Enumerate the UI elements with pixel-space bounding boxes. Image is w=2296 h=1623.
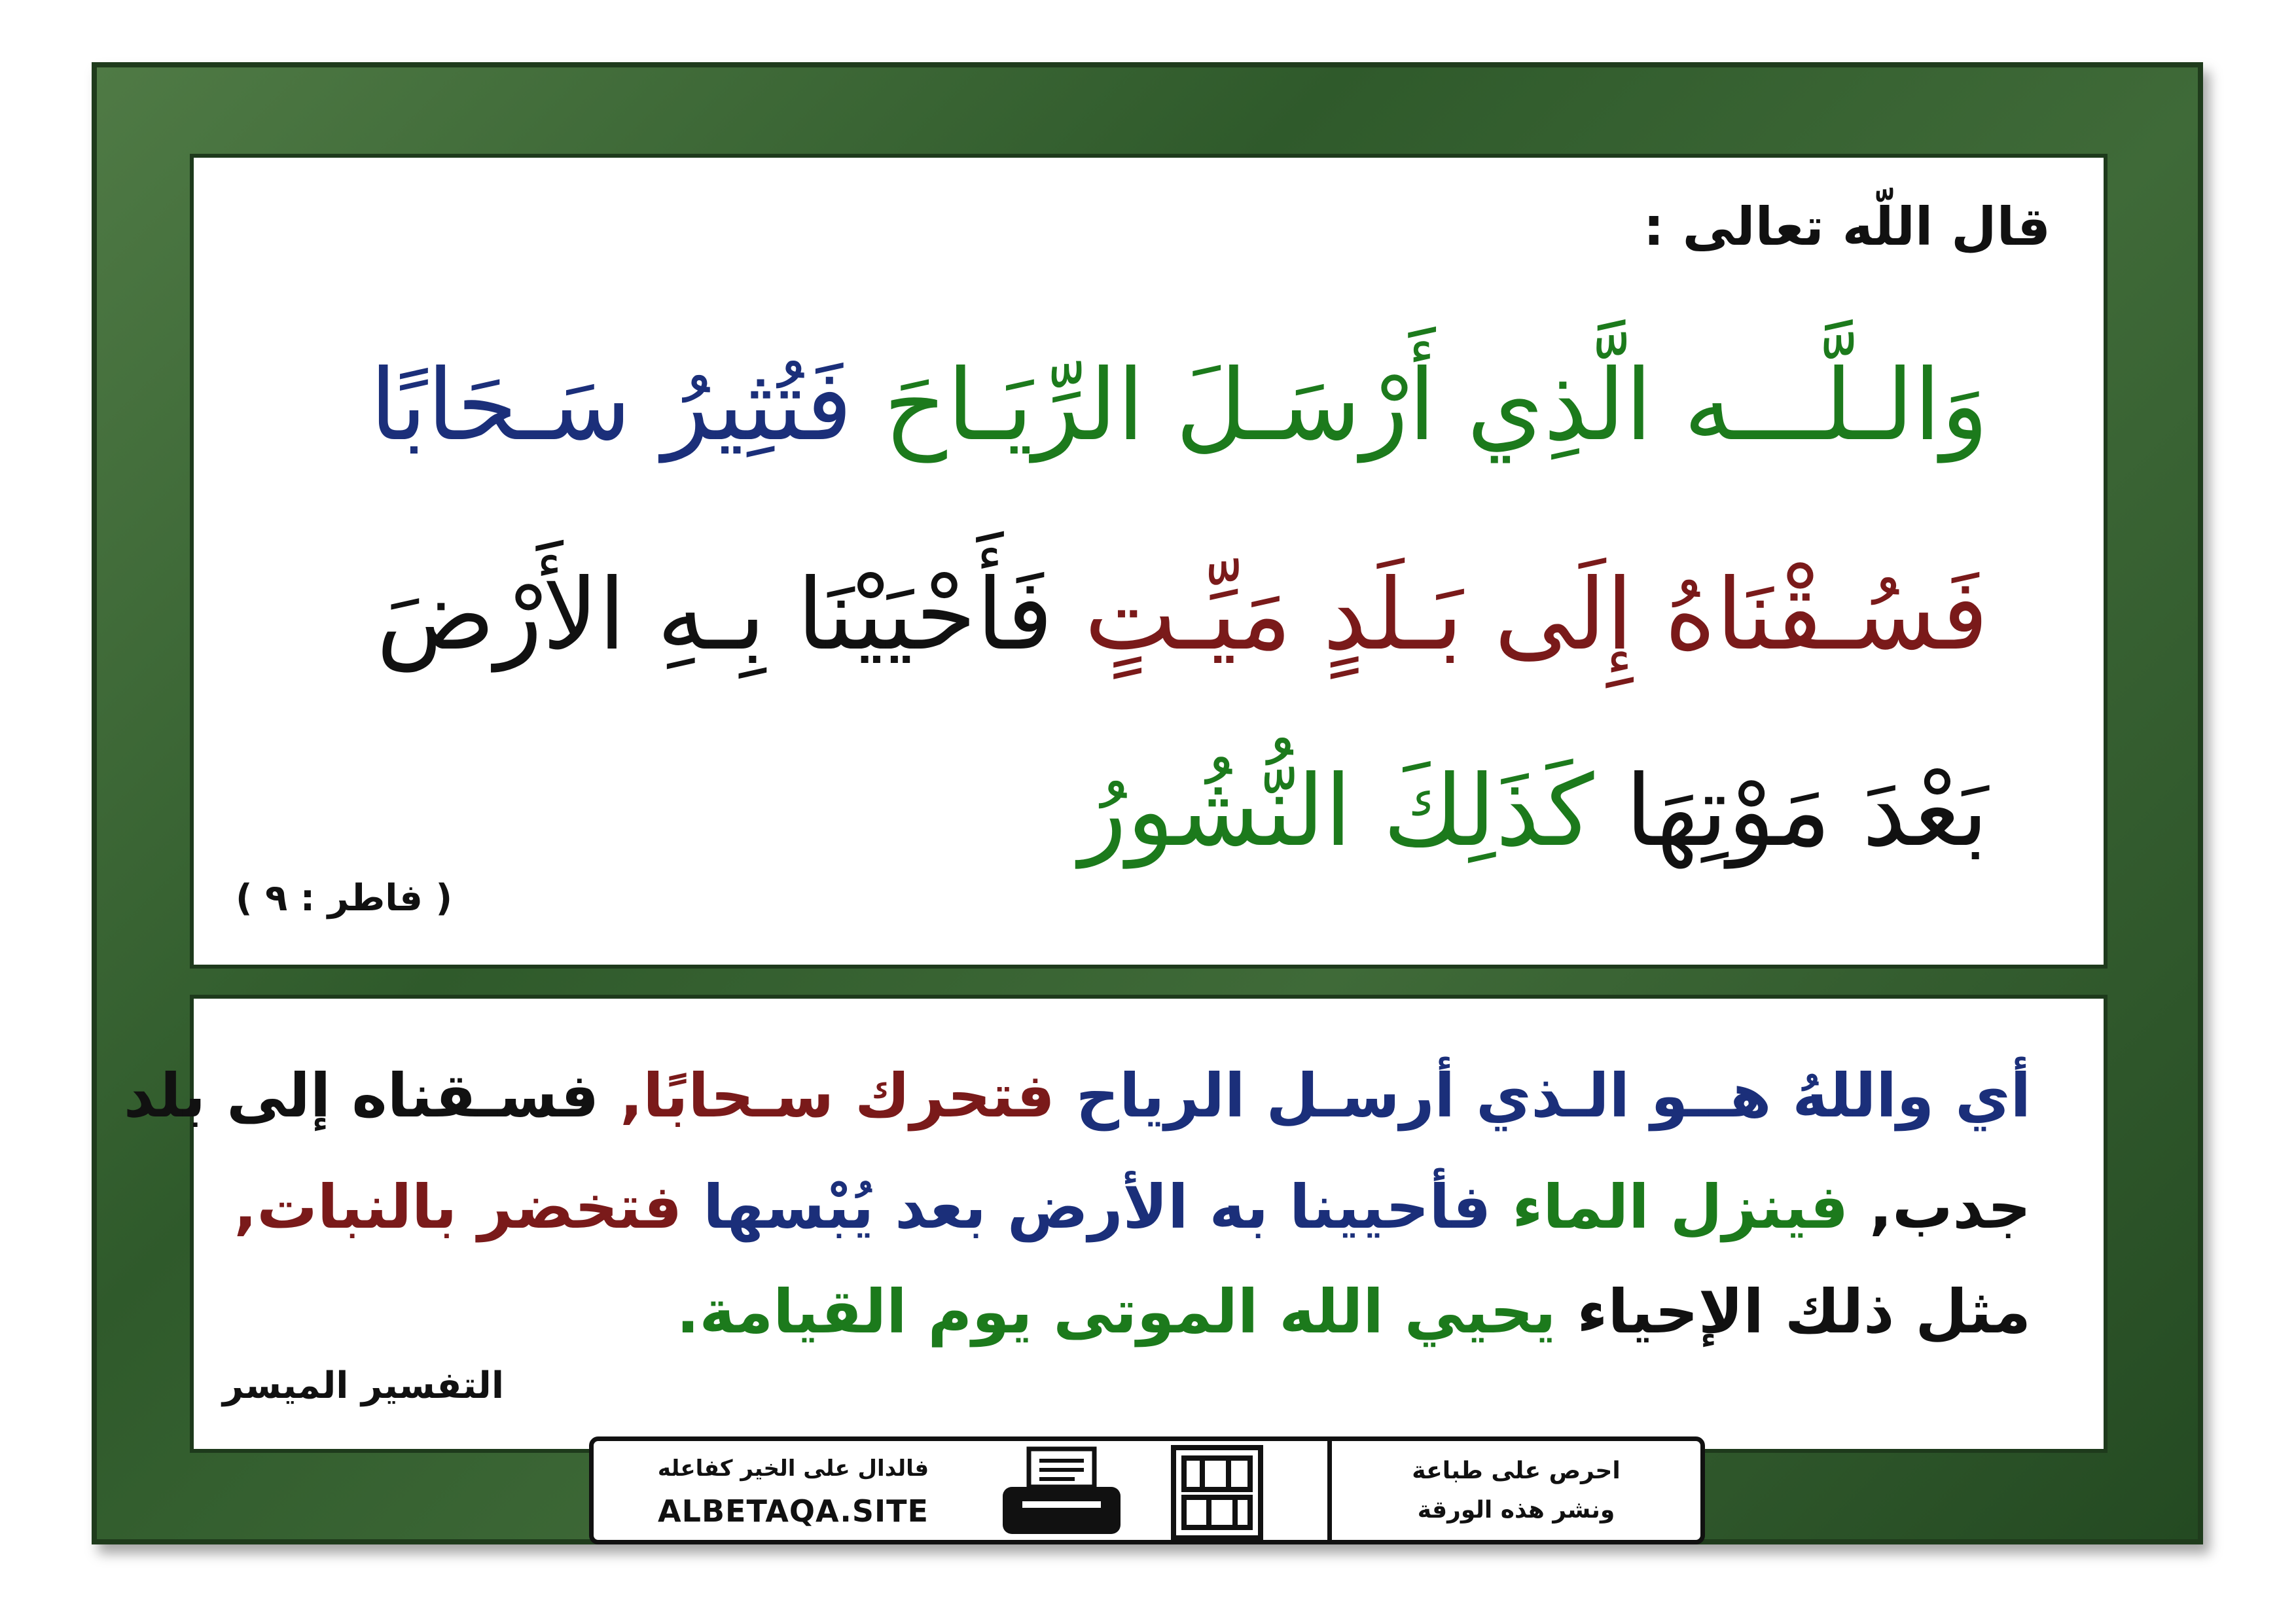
site-link[interactable]: ALBETAQA.SITE [658,1493,929,1529]
verse-line-2-part-1: فَسُـقْنَاهُ إِلَى بَـلَدٍ مَيِّـتٍ [1053,558,1988,672]
verse-line-2 [254,556,1988,674]
tafsir-line-2-part-2: فينزل الماء [1491,1172,1849,1242]
tafsir-line-3-part-1: مثل ذلك الإحياء [1556,1277,2031,1347]
tafsir-line-2 [234,1171,2031,1243]
tafsir-line-1-part-2: فتحرك سـحابًا, [599,1061,1055,1131]
tafsir-line-3 [264,1276,2031,1348]
printer-icon [996,1445,1127,1540]
tafsir-line-1-part-3: فسـقناه إلى بلد [123,1061,600,1131]
logo-image [1170,1444,1265,1542]
tafsir-line-2-part-1: جدب, [1848,1172,2031,1242]
tafsir-line-3-part-2: يحيي الله الموتى يوم القيامة. [676,1277,1556,1347]
tafsir-line-1-part-1: أي واللهُ هــو الـذي أرسـل الرياح [1054,1061,2031,1131]
encourage-line-2: ونشر هذه الورقة [1417,1497,1615,1524]
verse-line-1 [254,347,1988,465]
footer-banner [589,1436,1705,1544]
footer-site-block [594,1441,993,1540]
verse-line-2-part-2: فَأَحْيَيْنَا بِـهِ الأَرْضَ [376,558,1054,672]
tafsir-source: التفسير الميسر [223,1364,505,1407]
verse-line-1-part-1: وَالـلَّـــه الَّذِي أَرْسَـلَ الرِّيَـاحَ [852,349,1988,463]
verse-line-3-part-2: كَذَلِكَ النُّشُورُ [1079,755,1594,868]
intro-heading: قال اللّه تعالى : [1643,196,2051,257]
footer-motto: فالدال على الخير كفاعله [657,1455,929,1482]
verse-line-1-part-2: فَتُثِيرُ سَـحَابًا [369,349,853,463]
verse-reference: ( فاطر : ٩ ) [236,877,453,919]
verse-line-3 [254,753,1988,870]
tafsir-line-2-part-3: فأحيينا به الأرض بعد يُبْسها [682,1172,1492,1242]
footer-encourage-block [1327,1441,1700,1540]
tafsir-line-1 [123,1060,2031,1132]
verse-line-3-part-1: بَعْدَ مَوْتِهَا [1594,755,1988,868]
encourage-line-1: احرص على طباعة [1412,1457,1621,1484]
tafsir-line-2-part-4: فتخضر بالنبات, [234,1172,683,1242]
